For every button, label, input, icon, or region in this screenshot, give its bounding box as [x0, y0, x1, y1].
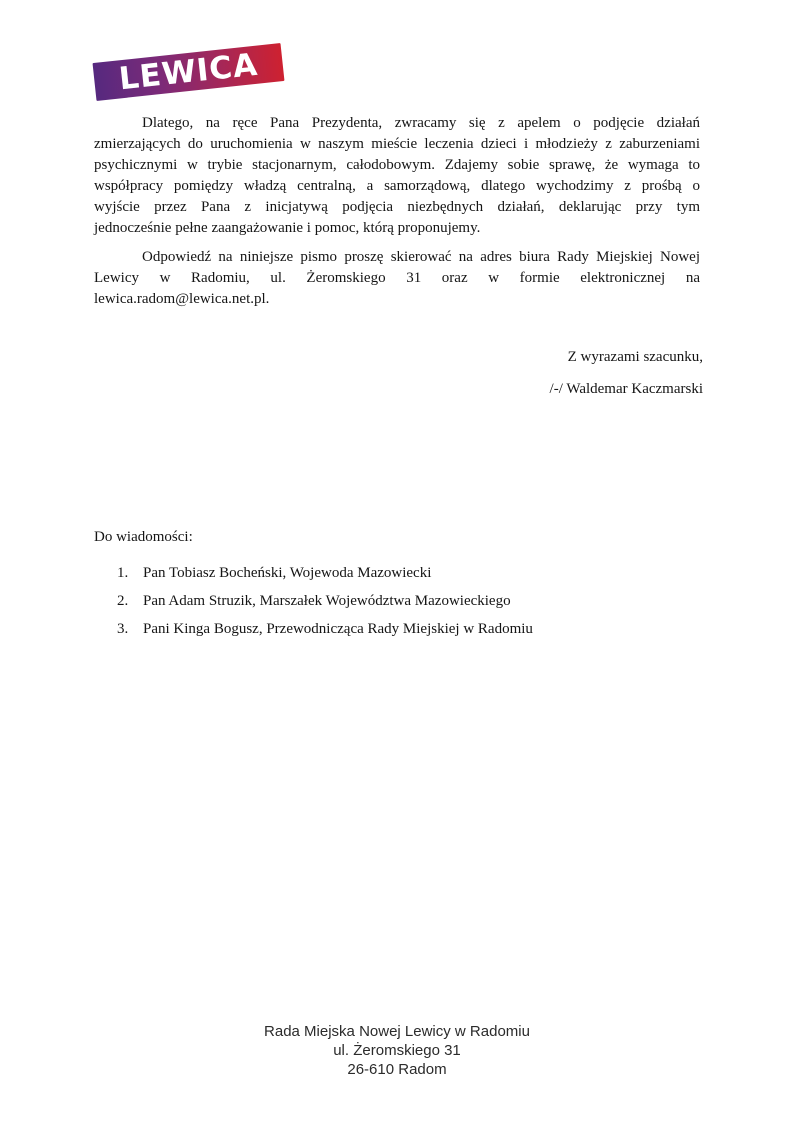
list-item-text: Pan Tobiasz Bocheński, Wojewoda Mazowiecki — [143, 565, 432, 581]
list-item — [94, 619, 700, 640]
signature-block — [550, 347, 703, 400]
distribution-list — [94, 563, 700, 647]
footer-line-city: 26-610 Radom — [347, 1061, 447, 1078]
paragraph-line: jednocześnie pełne zaangażowanie i pomoc, którą proponujemy. — [94, 220, 481, 236]
paragraph-line: zmierzających do uruchomienia w naszym mieście leczenia dzieci i młodzieży z zaburzeniami — [94, 136, 700, 152]
distribution-heading: Do wiadomości: — [94, 529, 193, 545]
footer-line-street: ul. Żeromskiego 31 — [333, 1042, 461, 1059]
paragraph-line: współpracy pomiędzy władzą centralną, a samorządową, dlatego wychodzimy z prośbą o — [94, 178, 700, 194]
list-item-number: 1. — [117, 565, 129, 581]
list-item — [94, 591, 700, 612]
letter-body — [94, 113, 700, 318]
list-item-text: Pan Adam Struzik, Marszałek Województwa Mazowieckiego — [143, 593, 511, 609]
paragraph-appeal — [94, 113, 700, 239]
signature-closing: Z wyrazami szacunku, — [567, 349, 703, 365]
paragraph-line-email: lewica.radom@lewica.net.pl. — [94, 291, 270, 307]
paragraph-line: Lewicy w Radomiu, ul. Żeromskiego 31 oraz w formie elektronicznej na — [94, 270, 700, 286]
paragraph-reply-address — [94, 247, 700, 310]
signature-name: /-/ Waldemar Kaczmarski — [549, 381, 703, 397]
list-item-number: 3. — [117, 621, 129, 637]
paragraph-line: psychicznymi w trybie stacjonarnym, całodobowym. Zdajemy sobie sprawę, że wymaga to — [94, 157, 700, 173]
footer-line-organization: Rada Miejska Nowej Lewicy w Radomiu — [264, 1023, 530, 1040]
footer-address — [0, 1022, 794, 1079]
paragraph-line: Odpowiedź na niniejsze pismo proszę skierować na adres biura Rady Miejskiej Nowej — [142, 249, 700, 265]
list-item-number: 2. — [117, 593, 129, 609]
paragraph-line: Dlatego, na ręce Pana Prezydenta, zwracamy się z apelem o podjęcie działań — [142, 115, 700, 131]
paragraph-line: wyjście przez Pana z inicjatywą podjęcia niezbędnych działań, deklarując przy tym — [94, 199, 700, 215]
list-item — [94, 563, 700, 584]
lewica-logo-text: LEWICA — [117, 46, 260, 97]
lewica-logo — [93, 43, 285, 101]
list-item-text: Pani Kinga Bogusz, Przewodnicząca Rady Miejskiej w Radomiu — [143, 621, 533, 637]
